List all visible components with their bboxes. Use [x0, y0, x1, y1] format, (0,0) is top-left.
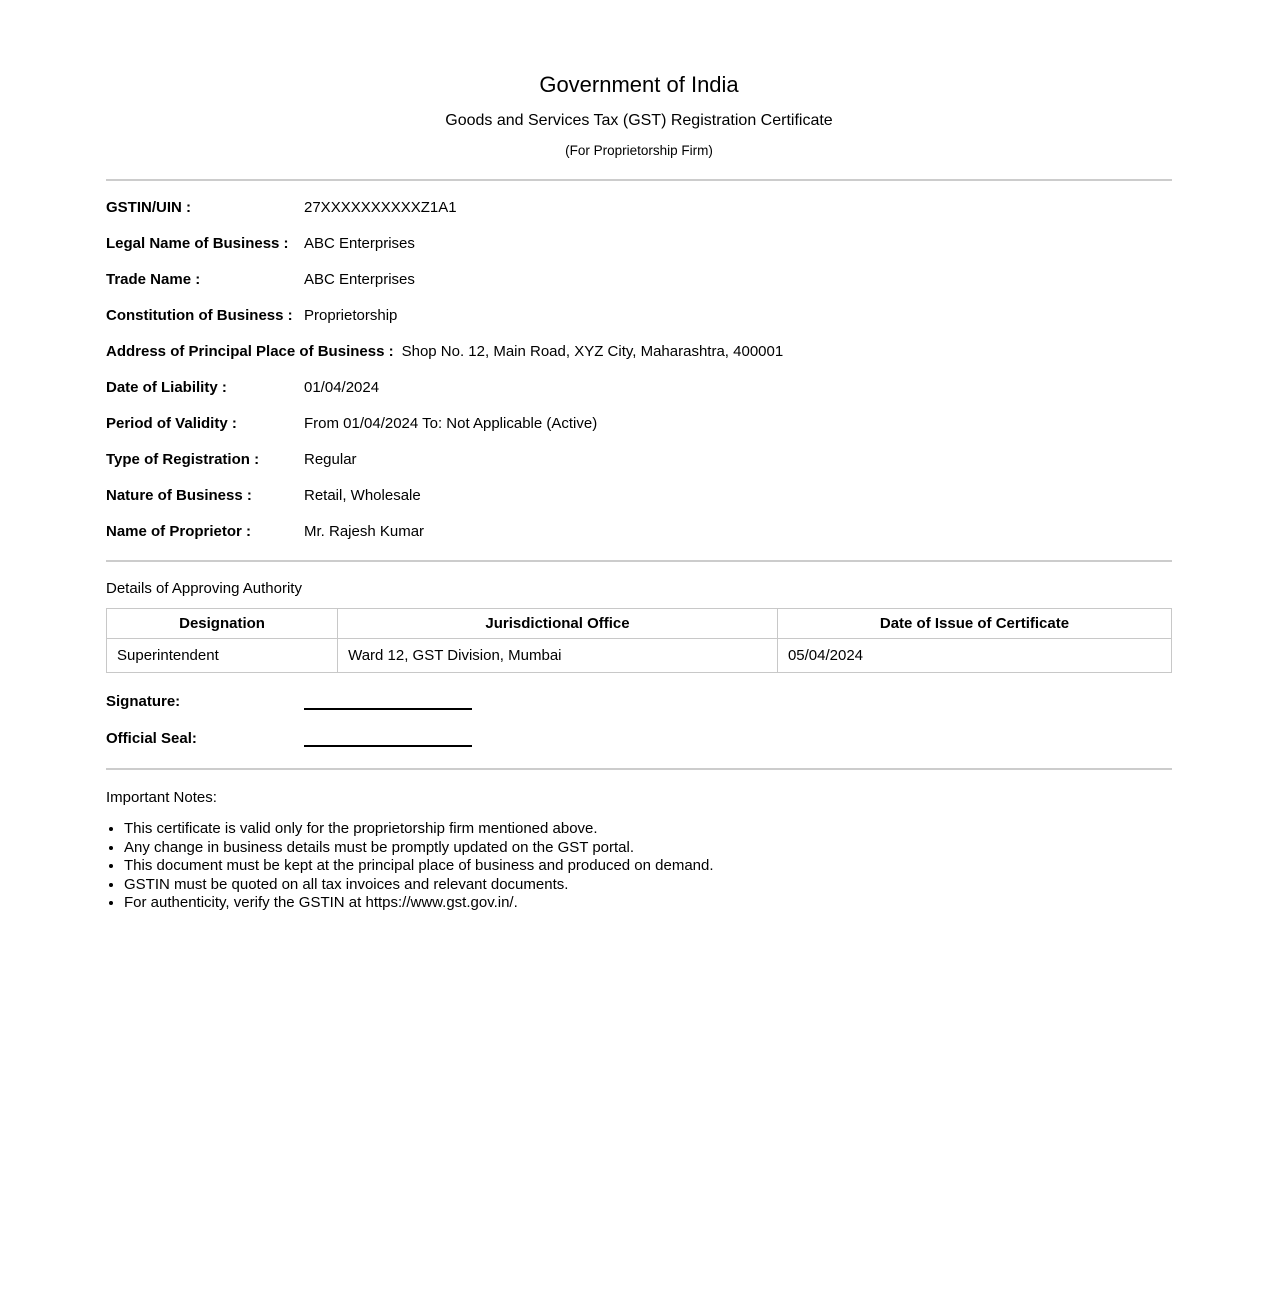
field-date-of-liability [106, 380, 1172, 395]
official-seal-blank-line [304, 733, 472, 747]
field-label: Date of Liability : [106, 379, 227, 397]
field-legal-name [106, 236, 1172, 251]
field-label: Constitution of Business : [106, 307, 293, 325]
signature-block [106, 673, 1172, 747]
column-header-jurisdictional-office: Jurisdictional Office [338, 609, 778, 639]
field-value: Shop No. 12, Main Road, XYZ City, Maharashtra, 400001 [401, 343, 784, 361]
field-label: Nature of Business : [106, 487, 252, 505]
page-title: Government of India [539, 72, 739, 97]
field-label: Period of Validity : [106, 415, 237, 433]
approving-authority-title: Details of Approving Authority [106, 580, 302, 598]
gst-certificate-page [106, 0, 1172, 1300]
approving-authority-table [106, 608, 1172, 673]
certificate-subtitle: Goods and Services Tax (GST) Registration Certificate [445, 112, 833, 130]
field-value: 01/04/2024 [304, 379, 380, 397]
certificate-subnote: (For Proprietorship Firm) [565, 143, 713, 159]
table-row [107, 639, 1172, 673]
registration-fields [106, 181, 1172, 539]
field-value: 27XXXXXXXXXXZ1A1 [304, 199, 457, 217]
field-proprietor-name [106, 524, 1172, 539]
official-seal-row [106, 731, 1172, 747]
field-registration-type [106, 452, 1172, 467]
field-value: Mr. Rajesh Kumar [304, 523, 425, 541]
column-header-designation: Designation [107, 609, 338, 639]
cell-designation: Superintendent [107, 639, 338, 673]
note-item: • GSTIN must be quoted on all tax invoices and relevant documents. [124, 876, 1172, 895]
field-label: Address of Principal Place of Business : [106, 343, 394, 361]
field-value: ABC Enterprises [304, 235, 415, 253]
signature-row [106, 694, 1172, 710]
field-label: GSTIN/UIN : [106, 199, 191, 217]
important-notes-section [106, 770, 1172, 913]
official-seal-label: Official Seal: [106, 730, 197, 748]
field-label: Trade Name : [106, 271, 201, 289]
certificate-header [106, 0, 1172, 179]
field-label: Legal Name of Business : [106, 235, 289, 253]
field-value: Proprietorship [304, 307, 398, 325]
field-gstin [106, 200, 1172, 215]
signature-label: Signature: [106, 693, 181, 711]
field-nature-of-business [106, 488, 1172, 503]
field-address [106, 344, 1172, 359]
column-header-date-of-issue: Date of Issue of Certificate [777, 609, 1171, 639]
important-notes-title: Important Notes: [106, 789, 217, 807]
approving-authority-section [106, 562, 1172, 673]
cell-jurisdictional-office: Ward 12, GST Division, Mumbai [338, 639, 778, 673]
field-constitution [106, 308, 1172, 323]
field-value: ABC Enterprises [304, 271, 415, 289]
cell-date-of-issue: 05/04/2024 [777, 639, 1171, 673]
note-item: • For authenticity, verify the GSTIN at https://www.gst.gov.in/. [124, 894, 1172, 913]
signature-blank-line [304, 696, 472, 710]
note-item: • This certificate is valid only for the proprietorship firm mentioned above. [124, 820, 1172, 839]
field-value: Retail, Wholesale [304, 487, 421, 505]
field-value: Regular [304, 451, 357, 469]
field-trade-name [106, 272, 1172, 287]
field-period-of-validity [106, 416, 1172, 431]
table-header-row [107, 609, 1172, 639]
important-notes-list [106, 820, 1172, 913]
field-value: From 01/04/2024 To: Not Applicable (Active) [304, 415, 598, 433]
note-item: • Any change in business details must be promptly updated on the GST portal. [124, 839, 1172, 858]
note-item: • This document must be kept at the principal place of business and produced on demand. [124, 857, 1172, 876]
field-label: Type of Registration : [106, 451, 260, 469]
field-label: Name of Proprietor : [106, 523, 252, 541]
